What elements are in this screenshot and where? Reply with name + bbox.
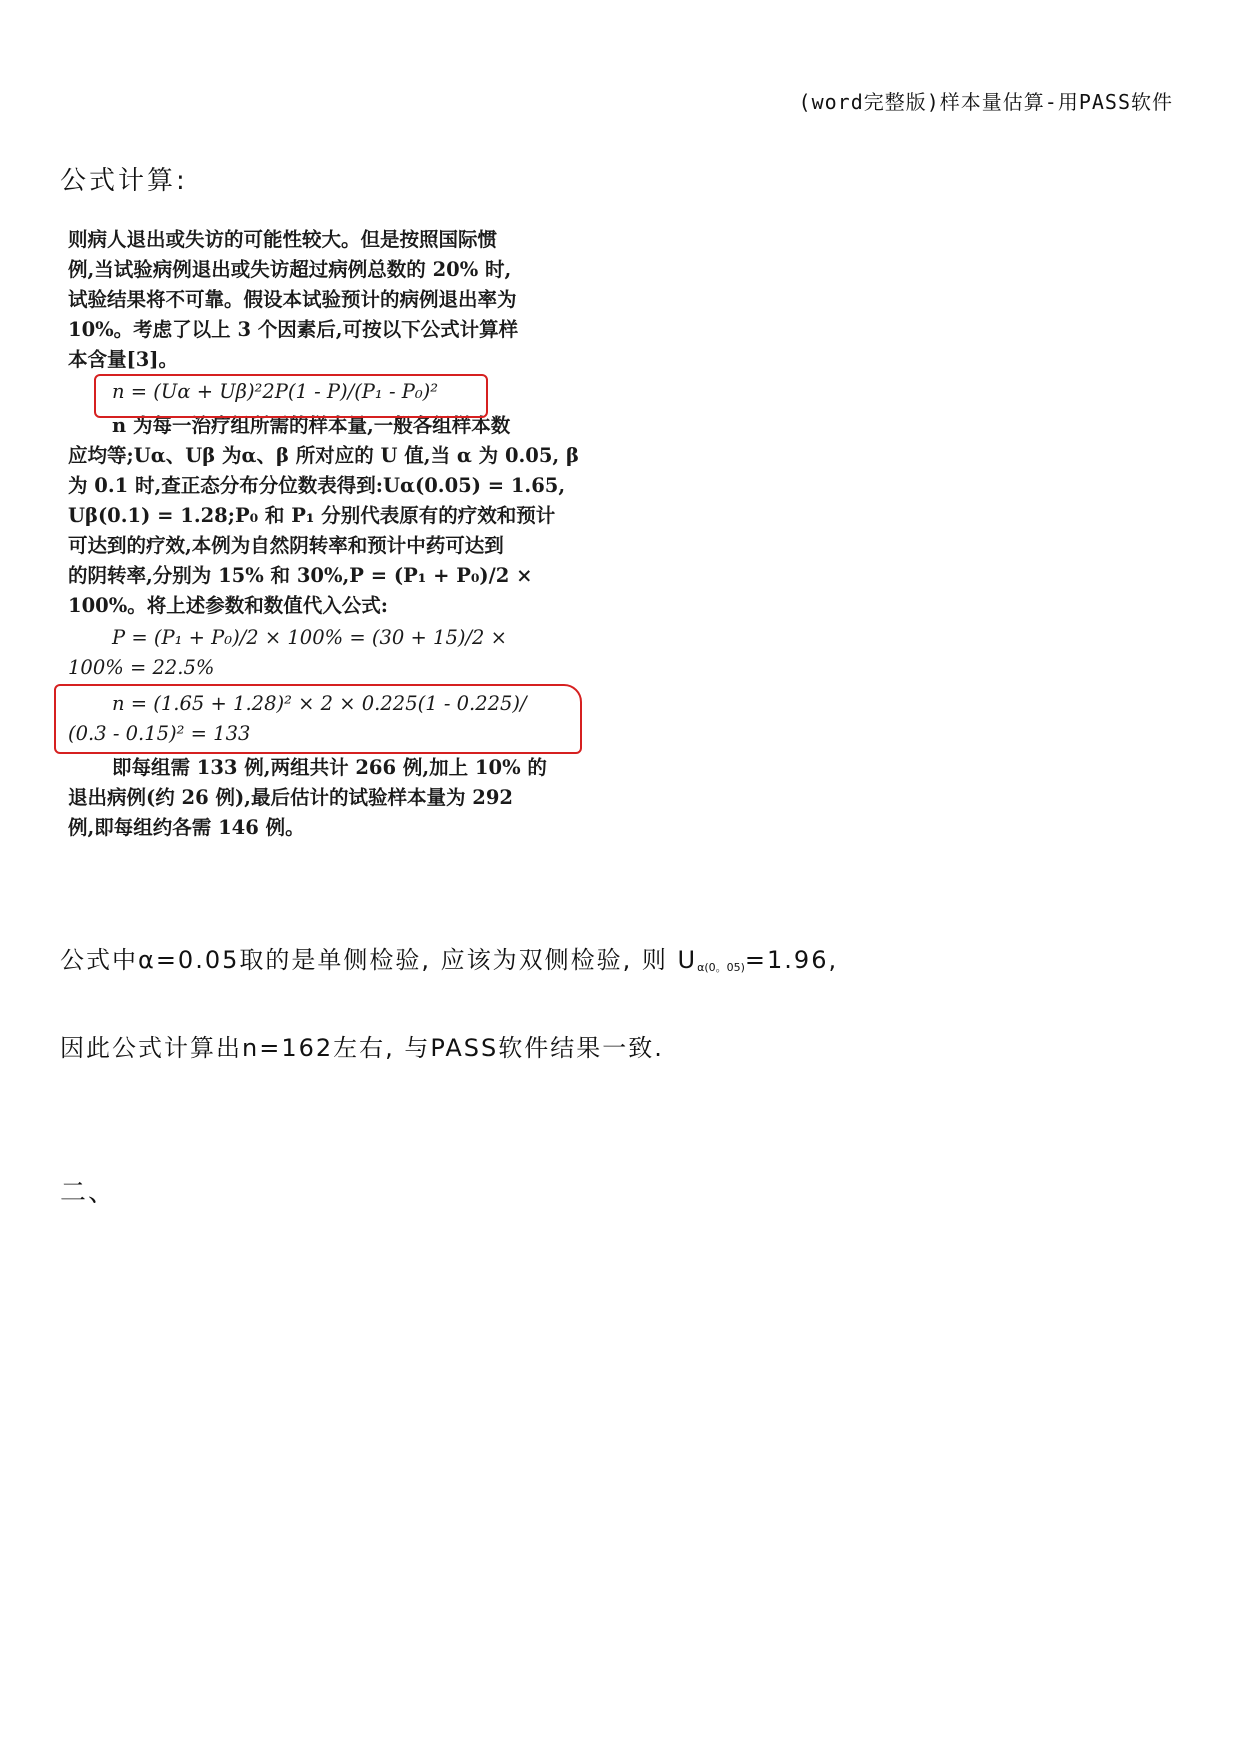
conclusion-paragraph: 因此公式计算出n=162左右, 与PASS软件结果一致.	[60, 1034, 664, 1062]
excerpt-line: 退出病例(约 26 例),最后估计的试验样本量为 292	[68, 786, 513, 809]
section-title: 公式计算:	[60, 166, 188, 196]
correction-paragraph	[60, 940, 838, 975]
excerpt-line: 的阴转率,分别为 15% 和 30%,P = (P₁ + P₀)/2 ×	[68, 564, 533, 587]
excerpt-line: 100%。将上述参数和数值代入公式:	[68, 594, 388, 617]
formula-highlight-box	[94, 374, 488, 418]
calculation-formula-line2: (0.3 - 0.15)² = 133	[68, 722, 251, 745]
excerpt-line: 例,当试验病例退出或失访超过病例总数的 20% 时,	[68, 258, 512, 281]
excerpt-line: 应均等;Uα、Uβ 为α、β 所对应的 U 值,当 α 为 0.05, β	[68, 444, 579, 467]
excerpt-line: 例,即每组约各需 146 例。	[68, 816, 305, 839]
sample-size-formula: n = (Uα + Uβ)²2P(1 - P)/(P₁ - P₀)²	[112, 380, 439, 403]
excerpt-line: 试验结果将不可靠。假设本试验预计的病例退出率为	[68, 288, 517, 311]
correction-text: 公式中α=0.05取的是单侧检验, 应该为双侧检验, 则 U	[60, 946, 698, 974]
excerpt-line: P = (P₁ + P₀)/2 × 100% = (30 + 15)/2 ×	[112, 626, 507, 649]
section-two-heading: 二、	[60, 1178, 117, 1208]
calculation-highlight-box	[54, 684, 582, 754]
excerpt-line: 10%。考虑了以上 3 个因素后,可按以下公式计算样	[68, 318, 519, 341]
excerpt-line: 本含量[3]。	[68, 348, 179, 371]
excerpt-line: n 为每一治疗组所需的样本量,一般各组样本数	[112, 414, 511, 437]
excerpt-line: 即每组需 133 例,两组共计 266 例,加上 10% 的	[112, 756, 547, 779]
excerpt-line: 100% = 22.5%	[68, 656, 215, 679]
excerpt-line: 则病人退出或失访的可能性较大。但是按照国际惯	[68, 228, 498, 251]
u-subscript: α(0。05)	[697, 961, 745, 974]
excerpt-line: 为 0.1 时,查正态分布分位数表得到:Uα(0.05) = 1.65,	[68, 474, 566, 497]
excerpt-line: 可达到的疗效,本例为自然阴转率和预计中药可达到	[68, 534, 504, 557]
excerpt-line: Uβ(0.1) = 1.28;P₀ 和 P₁ 分别代表原有的疗效和预计	[68, 504, 556, 527]
document-header-title: (word完整版)样本量估算-用PASS软件	[798, 90, 1173, 114]
correction-value: =1.96,	[744, 946, 839, 974]
calculation-formula-line1: n = (1.65 + 1.28)² × 2 × 0.225(1 - 0.225)/	[112, 692, 527, 715]
